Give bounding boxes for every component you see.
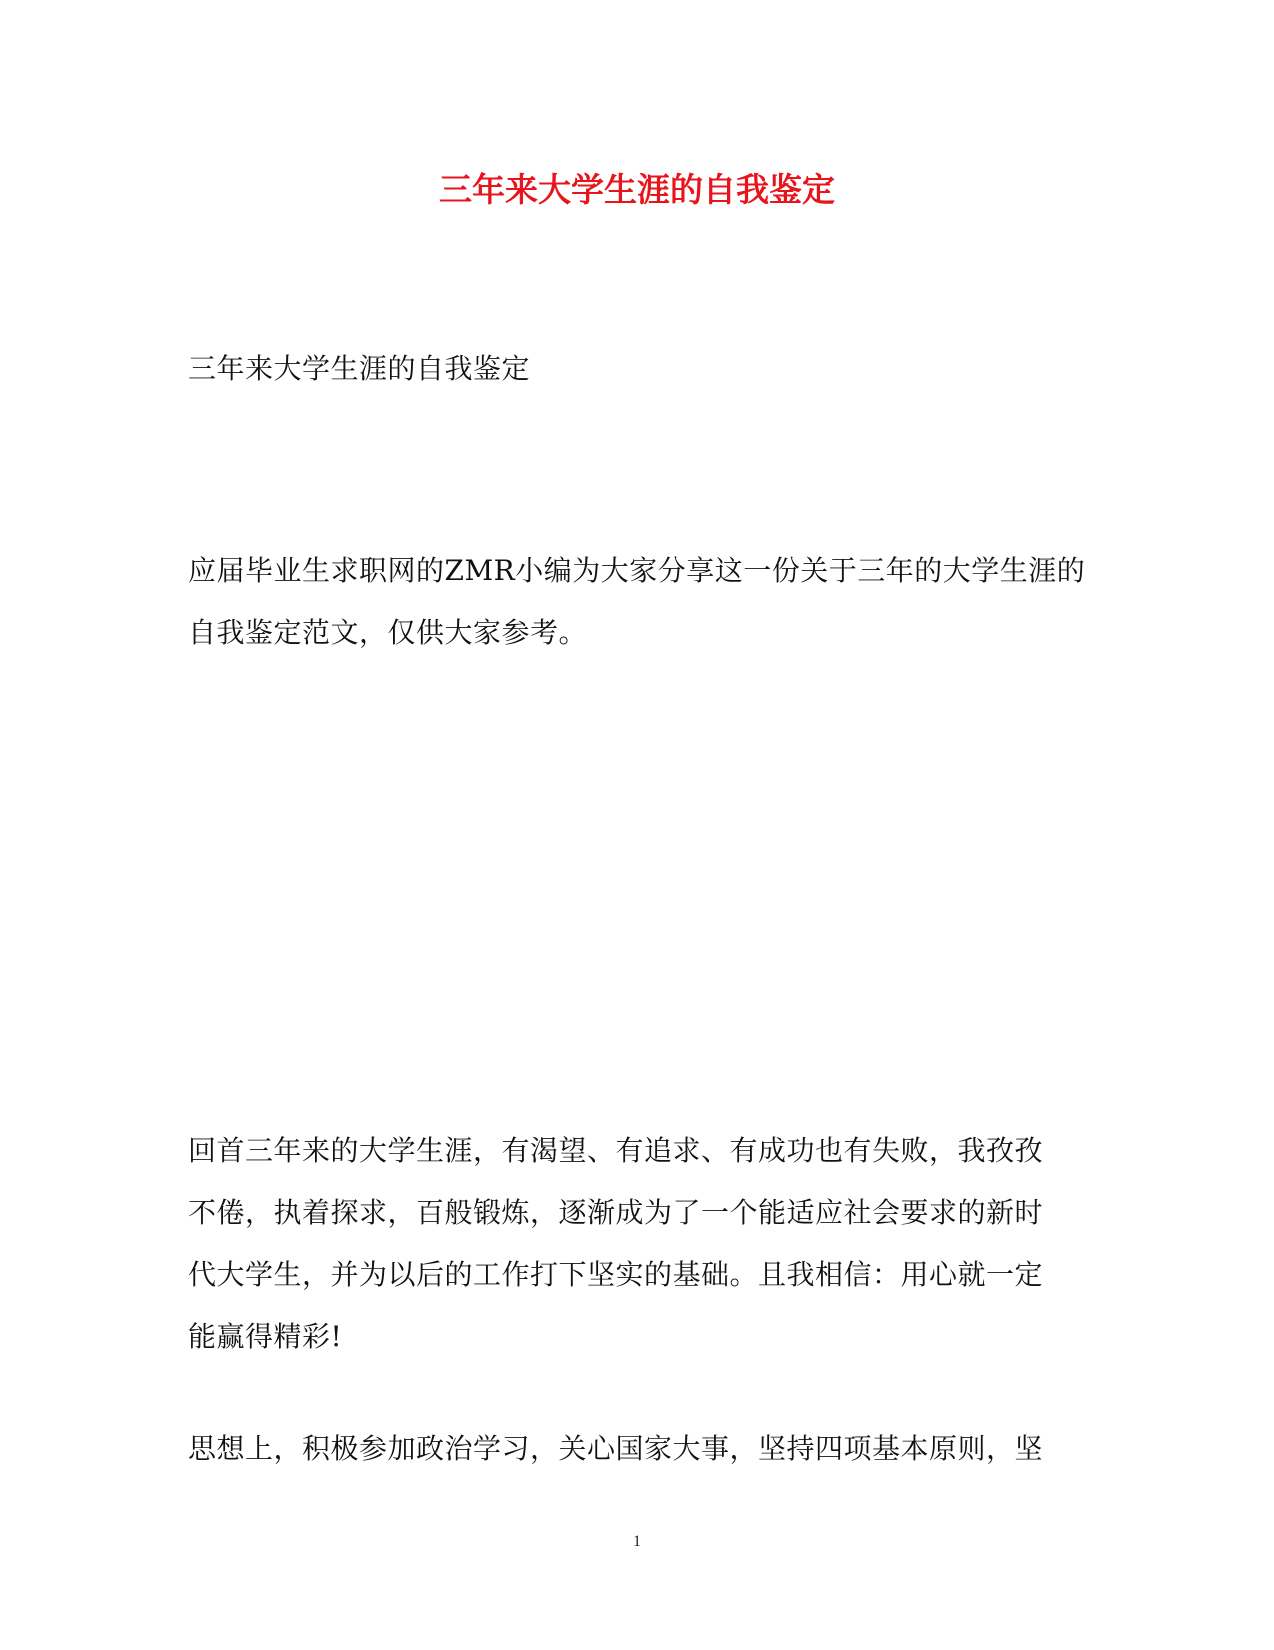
paragraph-line: 代大学生，并为以后的工作打下坚实的基础。且我相信：用心就一定 [188, 1258, 1044, 1291]
paragraph-review [188, 1120, 1088, 1368]
paragraph-line: 能赢得精彩! [188, 1320, 343, 1353]
document-title: 三年来大学生涯的自我鉴定 [439, 170, 835, 209]
paragraph-thought [188, 1418, 1088, 1480]
page-number: 1 [633, 1533, 641, 1550]
paragraph-line: 不倦，执着探求，百般锻炼，逐渐成为了一个能适应社会要求的新时 [188, 1196, 1044, 1229]
paragraph-line: 三年来大学生涯的自我鉴定 [188, 352, 531, 385]
paragraph-line: 思想上，积极参加政治学习，关心国家大事，坚持四项基本原则，坚 [188, 1432, 1044, 1465]
paragraph-line: 自我鉴定范文，仅供大家参考。 [188, 616, 588, 649]
paragraph-line: 回首三年来的大学生涯，有渴望、有追求、有成功也有失败，我孜孜 [188, 1134, 1044, 1167]
paragraph-intro [188, 540, 1088, 664]
paragraph-line: 应届毕业生求职网的ZMR小编为大家分享这一份关于三年的大学生涯的 [188, 554, 1086, 587]
paragraph-heading [188, 338, 1088, 400]
